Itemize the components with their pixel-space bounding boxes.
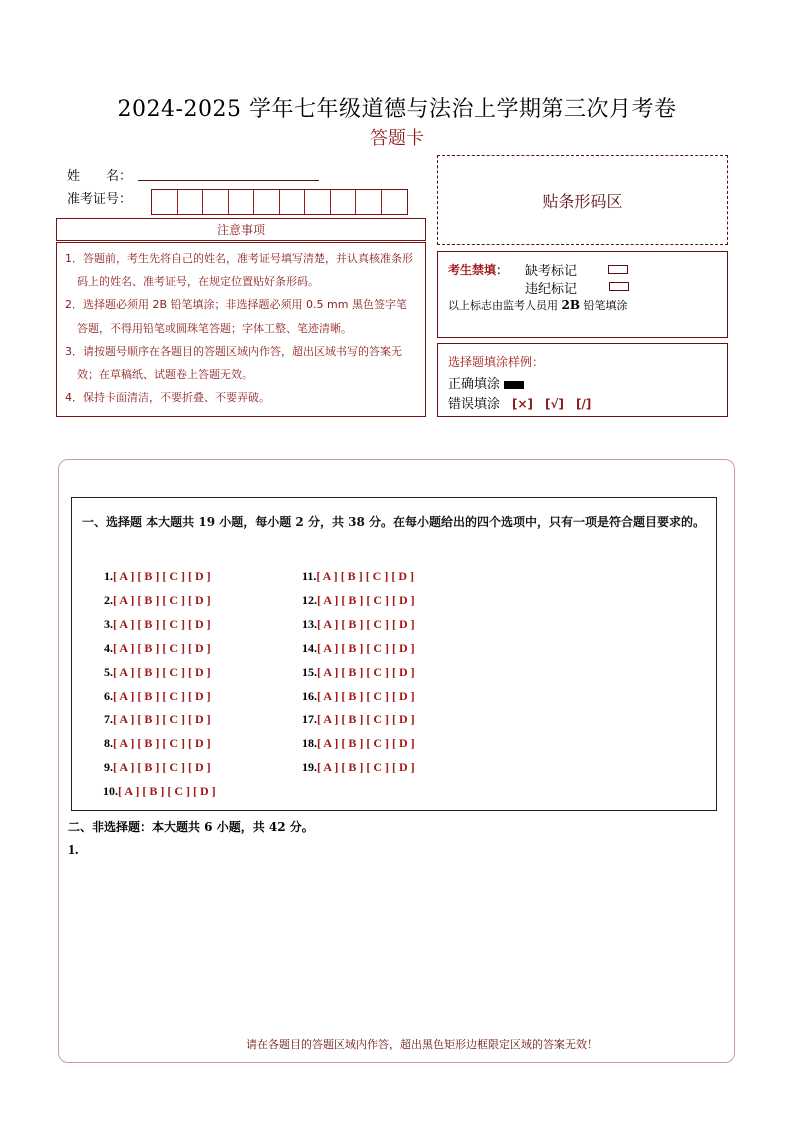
option-b-bubble[interactable]: [ B ] [341, 712, 364, 727]
question-row [302, 593, 415, 608]
notice-item: 2．选择题必须用 2B 铅笔填涂；非选择题必须用 0.5 mm 黑色签字笔答题，不得用铅笔或圆珠笔答题；字体工整、笔迹清晰。 [65, 298, 407, 335]
question-number: 19. [302, 760, 317, 775]
option-d-bubble[interactable]: [ D ] [392, 760, 415, 775]
option-c-bubble[interactable]: [ C ] [366, 616, 390, 631]
option-b-bubble[interactable]: [ B ] [341, 664, 364, 679]
proctor-only-box [437, 251, 728, 338]
option-a-bubble[interactable]: [ A ] [113, 664, 135, 679]
option-d-bubble[interactable]: [ D ] [188, 688, 211, 703]
option-a-bubble[interactable]: [ A ] [317, 592, 339, 607]
question-number: 17. [302, 712, 317, 727]
exam-id-boxes [151, 189, 408, 215]
question-number: 10. [103, 784, 118, 799]
option-c-bubble[interactable]: [ C ] [162, 640, 186, 655]
question-row [103, 784, 216, 799]
question-number: 12. [302, 592, 317, 607]
option-d-bubble[interactable]: [ D ] [391, 569, 415, 583]
cross-mark-icon: [×] [512, 397, 534, 411]
question-number: 6. [104, 688, 113, 703]
option-d-bubble[interactable]: [ D ] [392, 592, 415, 607]
question-row [302, 736, 415, 751]
correct-fill-label: 正确填涂 [448, 377, 501, 392]
exam-id-digit-box[interactable] [305, 190, 331, 214]
question-row [302, 665, 415, 680]
question-number: 7. [104, 712, 113, 727]
exam-id-digit-box[interactable] [229, 190, 255, 214]
option-d-bubble[interactable]: [ D ] [392, 736, 415, 751]
notice-list [56, 242, 426, 417]
exam-id-digit-box[interactable] [254, 190, 280, 214]
question-row [104, 641, 211, 656]
section2-question-number: 1. [68, 843, 79, 858]
option-d-bubble[interactable]: [ D ] [188, 712, 211, 727]
violation-mark-label: 违纪标记 [525, 282, 578, 297]
option-a-bubble[interactable]: [ A ] [317, 688, 339, 703]
question-number: 2. [104, 592, 113, 607]
filled-block-icon [504, 381, 524, 389]
option-b-bubble[interactable]: [ B ] [341, 640, 364, 655]
option-a-bubble[interactable]: [ A ] [317, 712, 339, 727]
check-mark-icon: [√] [545, 397, 565, 411]
fill-sample-box [437, 343, 728, 417]
option-d-bubble[interactable]: [ D ] [188, 664, 211, 679]
notice-item: 1．答题前，考生先将自己的姓名，准考证号填写清楚，并认真核准条形码上的姓名、准考证号，在规定位置贴好条形码。 [65, 252, 413, 289]
option-c-bubble[interactable]: [ C ] [366, 712, 390, 727]
option-b-bubble[interactable]: [ B ] [137, 736, 160, 751]
option-c-bubble[interactable]: [ C ] [162, 592, 186, 607]
option-d-bubble[interactable]: [ D ] [193, 784, 216, 799]
option-d-bubble[interactable]: [ D ] [188, 760, 211, 775]
option-a-bubble[interactable]: [ A ] [113, 760, 135, 775]
question-row [302, 712, 415, 727]
option-c-bubble[interactable]: [ C ] [162, 569, 186, 583]
option-d-bubble[interactable]: [ D ] [392, 712, 415, 727]
option-a-bubble[interactable]: [ A ] [317, 760, 339, 775]
question-row [104, 617, 211, 632]
question-row [302, 569, 414, 584]
option-c-bubble[interactable]: [ C ] [366, 736, 390, 751]
option-b-bubble[interactable]: [ B ] [341, 736, 364, 751]
option-a-bubble[interactable]: [ A ] [317, 616, 339, 631]
question-row [104, 712, 211, 727]
barcode-label: 贴条形码区 [542, 191, 623, 211]
question-number: 18. [302, 736, 317, 751]
question-row [302, 689, 415, 704]
option-a-bubble[interactable]: [ A ] [317, 640, 339, 655]
question-row [104, 736, 211, 751]
option-b-bubble[interactable]: [ B ] [137, 640, 160, 655]
exam-id-label: 准考证号： [67, 192, 133, 207]
section1-instructions: 一、选择题 本大题共 19 小题，每小题 2 分，共 38 分。在每小题给出的四个选项中，只有一项是符合题目要求的。 [82, 515, 705, 529]
question-number: 1. [104, 569, 113, 583]
option-a-bubble[interactable]: [ A ] [113, 569, 135, 583]
exam-id-digit-box[interactable] [382, 190, 408, 214]
answer-sheet-subtitle: 答题卡 [370, 128, 424, 149]
question-row [104, 665, 211, 680]
proctor-note-pencil: 2B [561, 298, 580, 312]
question-number: 4. [104, 640, 113, 655]
question-number: 14. [302, 640, 317, 655]
option-c-bubble[interactable]: [ C ] [162, 760, 186, 775]
option-c-bubble[interactable]: [ C ] [162, 712, 186, 727]
option-d-bubble[interactable]: [ D ] [188, 736, 211, 751]
option-a-bubble[interactable]: [ A ] [113, 616, 135, 631]
option-d-bubble[interactable]: [ D ] [188, 640, 211, 655]
option-c-bubble[interactable]: [ C ] [162, 664, 186, 679]
option-a-bubble[interactable]: [ A ] [113, 688, 135, 703]
option-c-bubble[interactable]: [ C ] [366, 664, 390, 679]
option-b-bubble[interactable]: [ B ] [137, 616, 160, 631]
option-b-bubble[interactable]: [ B ] [137, 592, 160, 607]
option-d-bubble[interactable]: [ D ] [392, 640, 415, 655]
question-number: 16. [302, 688, 317, 703]
name-label: 姓 名： [67, 169, 133, 184]
section2-heading: 二、非选择题：本大题共 6 小题，共 42 分。 [68, 820, 314, 834]
question-row [104, 689, 211, 704]
option-b-bubble[interactable]: [ B ] [341, 688, 364, 703]
question-row [104, 593, 211, 608]
option-c-bubble[interactable]: [ C ] [162, 616, 186, 631]
proctor-note-suffix: 铅笔填涂 [583, 299, 628, 312]
option-d-bubble[interactable]: [ D ] [188, 592, 211, 607]
option-a-bubble[interactable]: [ A ] [317, 664, 339, 679]
wrong-fill-label: 错误填涂 [448, 397, 501, 412]
option-b-bubble[interactable]: [ B ] [137, 760, 160, 775]
question-number: 8. [104, 736, 113, 751]
option-b-bubble[interactable]: [ B ] [137, 712, 160, 727]
exam-id-digit-box[interactable] [356, 190, 382, 214]
question-number: 5. [104, 664, 113, 679]
option-d-bubble[interactable]: [ D ] [188, 569, 211, 583]
footer-warning: 请在各题目的答题区域内作答，超出黑色矩形边框限定区域的答案无效！ [246, 1038, 598, 1051]
fill-sample-label: 选择题填涂样例： [448, 355, 545, 369]
option-a-bubble[interactable]: [ A ] [113, 640, 135, 655]
name-field[interactable] [138, 180, 319, 181]
question-row [302, 641, 415, 656]
absent-mark-box[interactable] [608, 265, 628, 274]
question-number: 11. [302, 569, 317, 583]
option-c-bubble[interactable]: [ C ] [366, 640, 390, 655]
option-b-bubble[interactable]: [ B ] [137, 664, 160, 679]
question-row [302, 617, 415, 632]
correct-fill-row [448, 373, 524, 392]
option-a-bubble[interactable]: [ A ] [113, 592, 135, 607]
option-c-bubble[interactable]: [ C ] [366, 688, 390, 703]
option-a-bubble[interactable]: [ A ] [317, 736, 339, 751]
question-row [104, 760, 211, 775]
absent-mark-label: 缺考标记 [525, 264, 578, 279]
option-b-bubble[interactable]: [ B ] [341, 760, 364, 775]
option-b-bubble[interactable]: [ B ] [142, 784, 165, 799]
option-d-bubble[interactable]: [ D ] [392, 688, 415, 703]
option-b-bubble[interactable]: [ B ] [341, 616, 364, 631]
option-a-bubble[interactable]: [ A ] [113, 712, 135, 727]
option-c-bubble[interactable]: [ C ] [167, 784, 191, 799]
exam-id-digit-box[interactable] [152, 190, 178, 214]
option-b-bubble[interactable]: [ B ] [137, 569, 160, 583]
question-number: 9. [104, 760, 113, 775]
option-b-bubble[interactable]: [ B ] [340, 569, 363, 583]
exam-id-digit-box[interactable] [203, 190, 229, 214]
question-row [104, 569, 211, 584]
option-b-bubble[interactable]: [ B ] [341, 592, 364, 607]
option-d-bubble[interactable]: [ D ] [392, 664, 415, 679]
option-a-bubble[interactable]: [ A ] [316, 569, 338, 583]
exam-id-digit-box[interactable] [280, 190, 306, 214]
option-c-bubble[interactable]: [ C ] [162, 736, 186, 751]
notice-item: 3．请按题号顺序在各题目的答题区域内作答，超出区域书写的答案无效；在草稿纸、试题卷上答题无效。 [65, 344, 402, 382]
exam-id-digit-box[interactable] [331, 190, 357, 214]
option-c-bubble[interactable]: [ C ] [365, 569, 389, 583]
question-number: 3. [104, 616, 113, 631]
option-b-bubble[interactable]: [ B ] [137, 688, 160, 703]
option-d-bubble[interactable]: [ D ] [188, 616, 211, 631]
proctor-note [448, 297, 628, 313]
slash-mark-icon: [/] [576, 397, 592, 411]
exam-title: 2024-2025 学年七年级道德与法治上学期第三次月考卷 [117, 97, 677, 122]
option-c-bubble[interactable]: [ C ] [366, 592, 390, 607]
option-d-bubble[interactable]: [ D ] [392, 616, 415, 631]
option-c-bubble[interactable]: [ C ] [366, 760, 390, 775]
option-a-bubble[interactable]: [ A ] [113, 736, 135, 751]
violation-mark-box[interactable] [609, 282, 629, 291]
question-number: 13. [302, 616, 317, 631]
option-c-bubble[interactable]: [ C ] [162, 688, 186, 703]
question-row [302, 760, 415, 775]
wrong-fill-row [448, 393, 591, 412]
notice-heading: 注意事项 [56, 218, 426, 241]
notice-item: 4．保持卡面清洁，不要折叠、不要弄破。 [65, 391, 270, 405]
proctor-note-prefix: 以上标志由监考人员用 [448, 299, 558, 312]
exam-id-digit-box[interactable] [178, 190, 204, 214]
barcode-area [437, 155, 728, 245]
option-a-bubble[interactable]: [ A ] [118, 784, 140, 799]
question-number: 15. [302, 664, 317, 679]
proctor-only-label: 考生禁填： [448, 263, 509, 277]
